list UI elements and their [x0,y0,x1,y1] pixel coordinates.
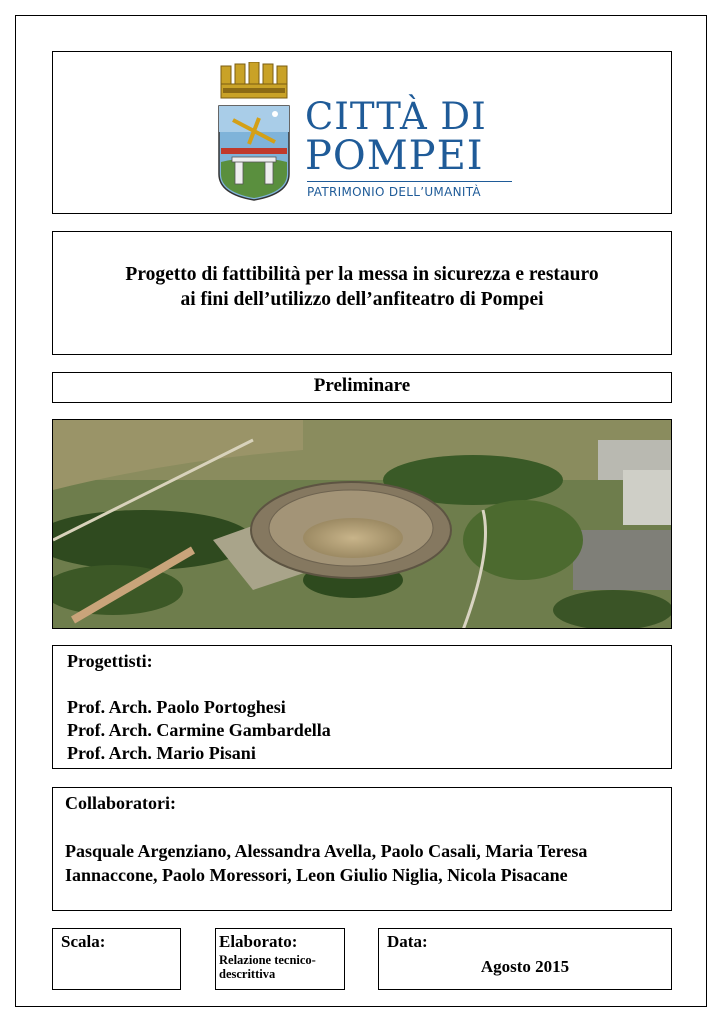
logo-divider [307,181,512,182]
designer-name: Prof. Arch. Mario Pisani [67,743,256,763]
designers-heading: Progettisti: [67,651,153,671]
logo-city-line: CITTÀ DI [305,95,487,138]
scale-label: Scala: [61,932,106,951]
scale-field [52,928,181,990]
logo-city-name: POMPEI [305,133,484,179]
logo-tagline: PATRIMONIO DELL’UMANITÀ [307,185,481,199]
document-title-line-1: Progetto di fattibilità per la messa in sicurezza e restauro [125,264,599,285]
collaborators-panel [52,787,672,911]
document-type-value: Relazione tecnico-descrittiva [219,953,316,981]
date-field [378,928,672,990]
document-title [53,262,671,312]
logo-panel [52,51,672,214]
project-phase: Preliminare [313,375,411,396]
document-type-label: Elaborato: [219,932,298,951]
designer-name: Prof. Arch. Carmine Gambardella [67,720,331,740]
collaborators-heading: Collaboratori: [65,793,176,813]
amphitheatre-aerial-image [53,420,672,629]
designers-panel [52,645,672,769]
document-title-line-2: ai fini dell’utilizzo dell’anfiteatro di Pompei [180,289,544,310]
title-panel [52,231,672,355]
document-type-field [215,928,345,990]
date-value: Agosto 2015 [480,957,570,976]
amphitheatre-aerial-photo [52,419,672,629]
designer-name: Prof. Arch. Paolo Portoghesi [67,697,286,717]
date-label: Data: [387,932,428,951]
collaborators-list: Pasquale Argenziano, Alessandra Avella, Paolo Casali, Maria Teresa Iannaccone, Paolo Moressori, Leon Giulio Niglia, Nicola Pisacane [65,841,588,885]
city-crest-icon [215,62,293,202]
phase-panel [52,372,672,403]
